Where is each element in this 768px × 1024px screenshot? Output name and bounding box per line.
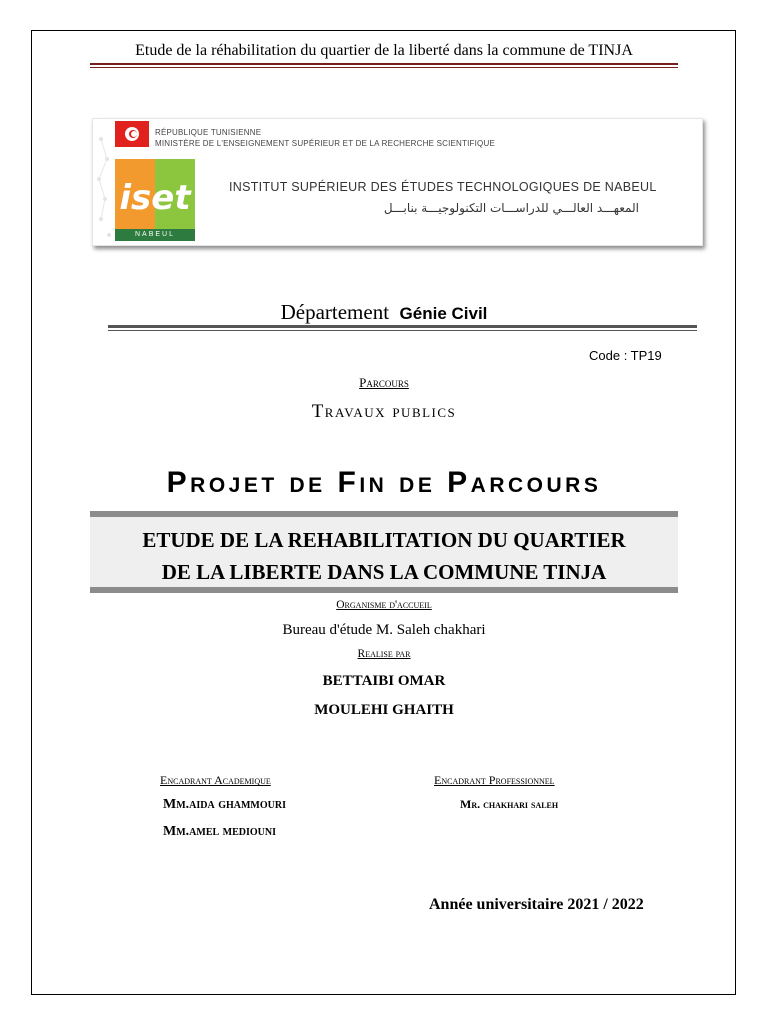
author-name: BETTAIBI OMAR <box>322 673 446 689</box>
project-title-line1: ETUDE DE LA REHABILITATION DU QUARTIER <box>142 528 626 552</box>
academic-supervisor-heading: Encadrant Academique <box>160 773 271 787</box>
tunisia-flag-icon <box>115 121 149 147</box>
academic-year: Année universitaire 2021 / 2022 <box>429 896 644 913</box>
logo-text: iset <box>119 178 191 218</box>
host-name: Bureau d'étude M. Saleh chakhari <box>282 622 486 638</box>
author-name: MOULEHI GHAITH <box>314 702 454 718</box>
authors-heading: Realise par <box>357 648 411 660</box>
academic-supervisor: Mm.amel mediouni <box>163 824 276 839</box>
institution-banner <box>92 118 703 246</box>
iset-logo-icon <box>115 159 195 229</box>
department-line <box>0 300 768 325</box>
host-heading: Organisme d'accueil <box>336 599 432 611</box>
project-type: Projet de Fin de Parcours <box>166 466 602 499</box>
iset-logo <box>115 159 195 241</box>
logo-city: NABEUL <box>115 229 195 241</box>
header-rule-thin <box>90 67 678 68</box>
professional-supervisor-heading: Encadrant Professionnel <box>434 773 555 787</box>
republic-label: RÉPUBLIQUE TUNISIENNE <box>155 128 262 137</box>
department-name: Génie Civil <box>399 304 488 323</box>
department-rule <box>108 325 697 328</box>
professional-supervisor: Mr. chakhari saleh <box>460 797 559 811</box>
ministry-label: MINISTÈRE DE L'ENSEIGNEMENT SUPÉRIEUR ET DE LA RECHERCHE SCIENTIFIQUE <box>155 139 495 148</box>
institute-name-ar: المعهـــد العالـــي للدراســـات التكنولوجيـــة بنابـــل <box>383 201 639 215</box>
academic-supervisor: Mm.aida ghammouri <box>163 797 286 812</box>
project-title-line2: DE LA LIBERTE DANS LA COMMUNE TINJA <box>161 560 607 584</box>
running-header: Etude de la réhabilitation du quartier de la liberté dans la commune de TINJA <box>135 42 633 59</box>
parcours-name: Travaux publics <box>311 401 457 422</box>
institute-name-fr: INSTITUT SUPÉRIEUR DES ÉTUDES TECHNOLOGIQUES DE NABEUL <box>229 180 657 194</box>
project-title-box <box>90 511 678 593</box>
header-rule <box>90 63 678 65</box>
project-code: Code : TP19 <box>589 348 662 363</box>
department-rule-thin <box>108 330 697 331</box>
department-prefix: Département <box>280 300 390 324</box>
parcours-heading: Parcours <box>359 375 409 390</box>
